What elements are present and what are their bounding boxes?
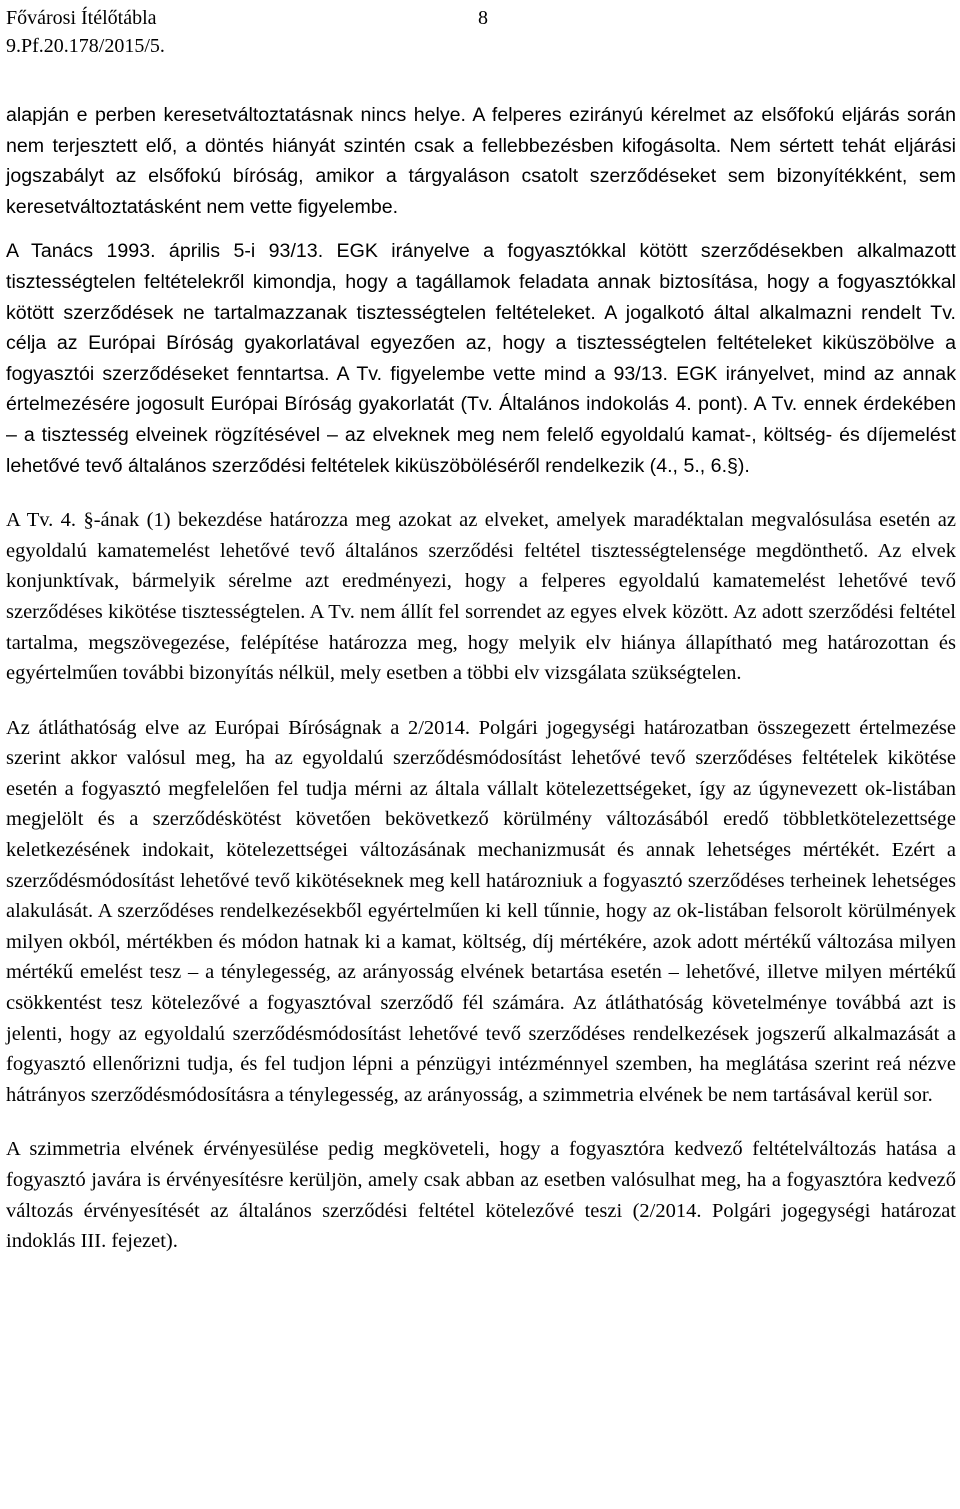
paragraph-2: A Tanács 1993. április 5-i 93/13. EGK irányelve a fogyasztókkal kötött szerződésekben alkalmazott tisztességtelen feltételekről kimondja, hogy a tagállamok feladata annak biztosítása, hogy a fogyasztókkal kötött szerződések ne tartalmazzanak tisztességtelen feltételeket. A jogalkotó által alkalmazni rendelt Tv. célja az Európai Bíróság gyakorlatával egyezően az, hogy a tisztességtelen feltételeket kiküszöbölve a fogyasztói szerződéseket fenntartsa. A Tv. figyelembe vette mind a 93/13. EGK irányelvet, mind az annak értelmezésére jogosult Európai Bíróság gyakorlatát (Tv. Általános indokolás 4. pont). A Tv. ennek érdekében – a tisztesség elveinek rögzítésével – az elveknek meg nem felelő egyoldalú kamat-, költség- és díjemelést lehetővé tevő általános szerződési feltételek kiküszöböléséről rendelkezik (4., 5., 6.§). bbox=[6, 240, 956, 477]
paragraph-3: A Tv. 4. §-ának (1) bekezdése határozza meg azokat az elveket, amelyek maradéktalan megvalósulása esetén az egyoldalú kamatemelést lehetővé tevő általános szerződési feltétel tisztességtelensége megdönthető. Az elvek konjunktívak, bármelyik sérelme azt eredményezi, hogy a felperes egyoldalú kamatemelést lehetővé tevő szerződéses kikötése tisztességtelen. A Tv. nem állít fel sorrendet az egyes elvek között. Az adott szerződési feltétel tartalma, megszövegezése, felépítése határozza meg, hogy melyik elv hiánya állapítható meg határozottan és egyértelműen további bizonyítás nélkül, mely esetben a többi elv vizsgálata szükségtelen. bbox=[6, 509, 956, 685]
case-number: 9.Pf.20.178/2015/5. bbox=[6, 35, 165, 57]
page-number: 8 bbox=[478, 7, 488, 29]
page-header bbox=[6, 0, 956, 68]
document-body bbox=[6, 100, 956, 1257]
paragraph-5: A szimmetria elvének érvényesülése pedig megköveteli, hogy a fogyasztóra kedvező feltételváltozás hatása a fogyasztó javára is érvényesítésre kerüljön, amely csak abban az esetben valósulhat meg, ha a fogyasztóra kedvező változás érvényesítését az általános szerződési feltétel kötelezővé teszi (2/2014. Polgári jogegységi határozat indoklás III. fejezet). bbox=[6, 1138, 956, 1253]
paragraph-1: alapján e perben keresetváltoztatásnak nincs helye. A felperes ezirányú kérelmet az elsőfokú eljárás során nem terjesztett elő, a döntés hiányát szintén csak a fellebbezésben kifogásolta. Nem sértett tehát eljárási jogszabályt az elsőfokú bíróság, amikor a tárgyaláson csatolt szerződéseket sem bizonyítékként, sem keresetváltoztatásként nem vette figyelembe. bbox=[6, 104, 956, 218]
document-page bbox=[6, 0, 956, 1253]
paragraph-4: Az átláthatóság elve az Európai Bíróságnak a 2/2014. Polgári jogegységi határozatban összegezett értelmezése szerint akkor valósul meg, ha az egyoldalú szerződésmódosítást lehetővé tevő szerződéses feltételek kikötése esetén a fogyasztó megfelelően fel tudja mérni az általa vállalt kötelezettségeket, így az úgynevezett ok-listában megjelölt és a szerződéskötést követően bekövetkező körülmény változásából eredő többletkötelezettsége keletkezésének indokait, kötelezettségei változásának mechanizmusát és annak lehetséges mértékét. Ezért a szerződésmódosítást lehetővé tevő kikötéseknek meg kell határozniuk a fogyasztó szerződéses terheinek lehetséges alakulását. A szerződéses rendelkezésekből egyértelműen ki kell tűnnie, hogy az ok-listában felsorolt körülmények milyen okból, mértékben és módon hatnak ki a kamat, költség, díj mértékére, azok adott mértékű változása milyen mértékű emelést tesz – a ténylegesség, az arányosság elvének betartása esetén – lehetővé, illetve milyen mértékű csökkentést tesz kötelezővé a fogyasztóval szerződő fél számára. Az átláthatóság követelménye továbbá azt is jelenti, hogy az egyoldalú szerződésmódosítást lehetővé tevő szerződéses rendelkezések jogszerű alkalmazását a fogyasztó ellenőrizni tudja, és fel tudjon lépni a pénzügyi intézménnyel szemben, ha meglátása szerint reá nézve hátrányos szerződésmódosításra a ténylegesség, az arányosság, a szimmetria elvének be nem tartásával kerül sor. bbox=[6, 716, 956, 1106]
court-name: Fővárosi Ítélőtábla bbox=[6, 7, 157, 29]
